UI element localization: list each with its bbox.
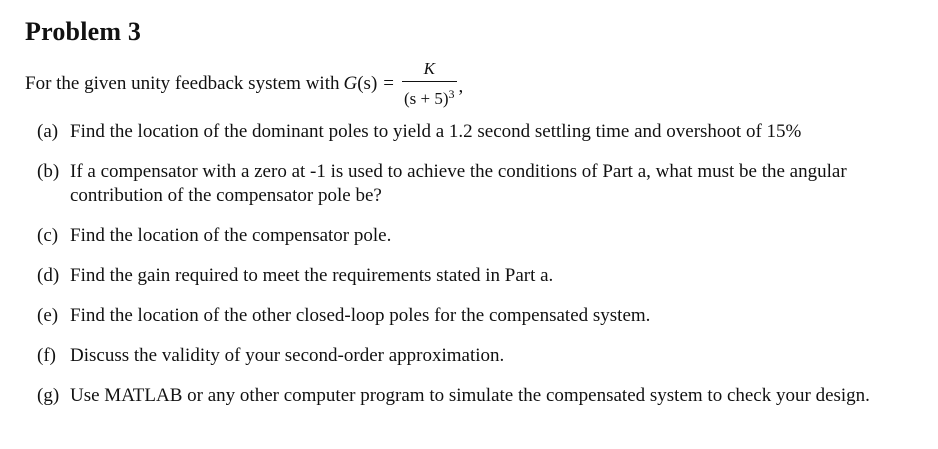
fraction-numerator: K bbox=[423, 59, 435, 78]
part-label: (d) bbox=[37, 265, 60, 286]
part-text: Find the gain required to meet the requirements stated in Part a. bbox=[70, 265, 554, 286]
transfer-function-fraction bbox=[402, 59, 457, 109]
part-text: Use MATLAB or any other computer program to simulate the compensated system to check your design. bbox=[70, 385, 870, 406]
parts-list bbox=[37, 120, 927, 424]
list-item bbox=[37, 304, 927, 328]
list-item bbox=[37, 344, 927, 368]
part-text: If a compensator with a zero at -1 is used to achieve the conditions of Part a, what must be the angular contribution of the compensator pole be? bbox=[70, 161, 847, 206]
part-label: (e) bbox=[37, 305, 59, 326]
part-label: (f) bbox=[37, 345, 56, 366]
part-text: Find the location of the dominant poles to yield a 1.2 second settling time and overshoot of 15% bbox=[70, 121, 802, 142]
trailing-punctuation: , bbox=[458, 76, 464, 97]
part-text: Find the location of the compensator pole. bbox=[70, 225, 392, 246]
fraction-denominator bbox=[402, 82, 457, 109]
part-label: (c) bbox=[37, 225, 59, 246]
list-item bbox=[37, 120, 927, 144]
list-item bbox=[37, 160, 927, 208]
part-label: (a) bbox=[37, 121, 59, 142]
problem-title: Problem 3 bbox=[25, 17, 142, 46]
intro-text: For the given unity feedback system with bbox=[25, 73, 340, 94]
list-item bbox=[37, 264, 927, 288]
part-label: (b) bbox=[37, 161, 60, 182]
part-text: Discuss the validity of your second-order approximation. bbox=[70, 345, 505, 366]
list-item bbox=[37, 384, 927, 408]
problem-intro bbox=[25, 58, 463, 110]
equals-sign: = bbox=[383, 73, 395, 94]
denominator-base: (s + 5) bbox=[404, 89, 449, 108]
part-text: Find the location of the other closed-loop poles for the compensated system. bbox=[70, 305, 651, 326]
part-label: (g) bbox=[37, 385, 60, 406]
transfer-function-arg: (s) bbox=[357, 73, 378, 94]
denominator-exponent: 3 bbox=[448, 87, 455, 101]
transfer-function-name: G bbox=[343, 73, 358, 94]
list-item bbox=[37, 224, 927, 248]
